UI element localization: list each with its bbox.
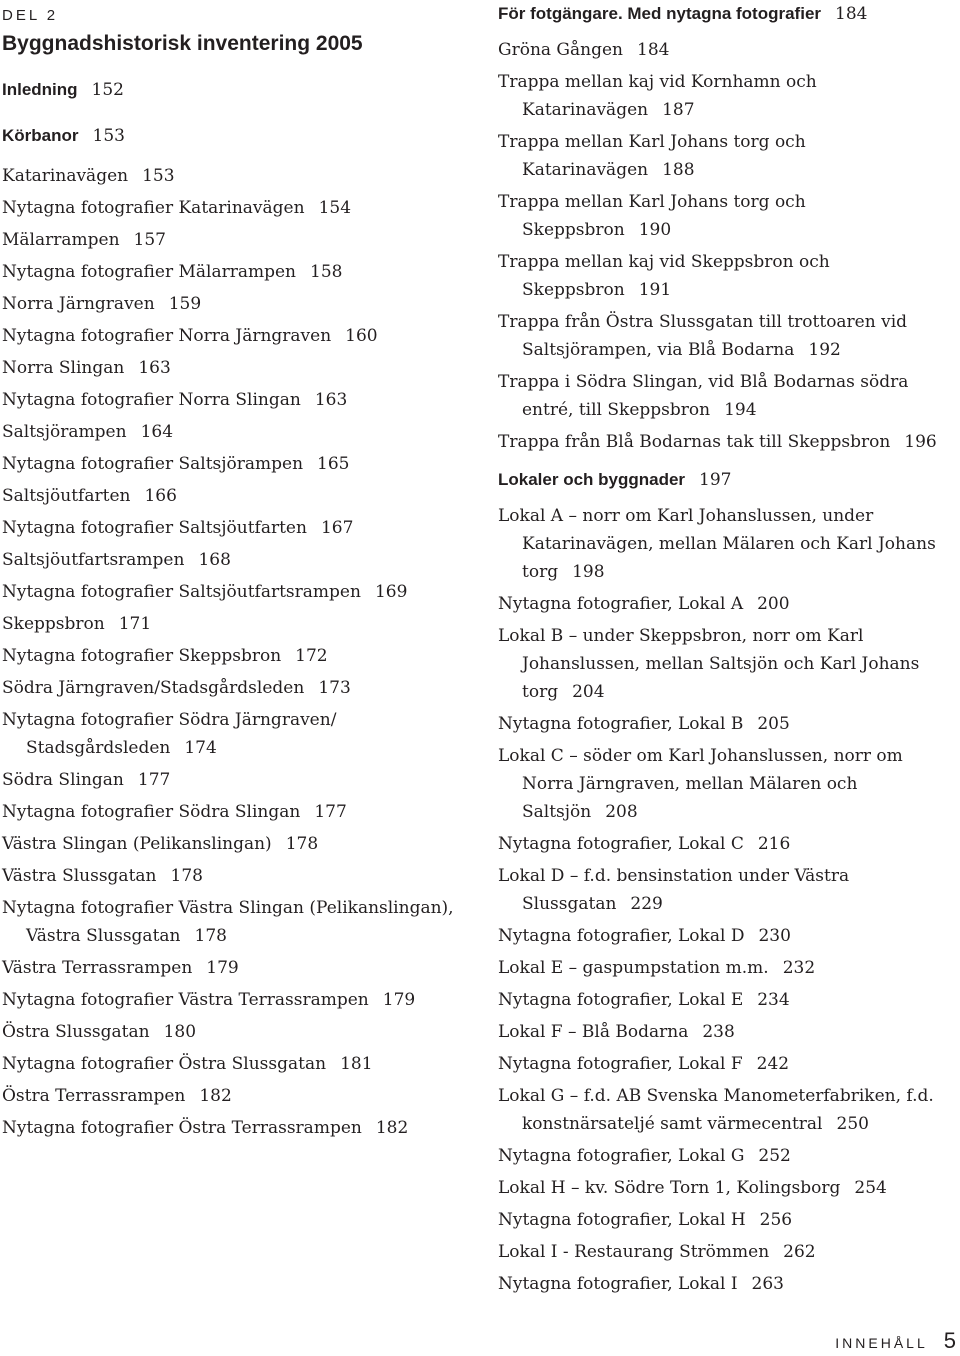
toc-entry-title: Trappa från Östra Slussgatan till trottoaren vid Saltsjörampen, via Blå Bodarna bbox=[498, 312, 908, 360]
toc-entry-title: Lokal G – f.d. AB Svenska Manometerfabriken, f.d. konstnärsateljé samt värmecentral bbox=[498, 1086, 934, 1134]
toc-entry bbox=[2, 290, 472, 318]
toc-entry bbox=[2, 830, 472, 858]
toc-entry-page: 205 bbox=[757, 714, 790, 734]
toc-entry-title: Västra Slingan (Pelikanslingan) bbox=[2, 834, 272, 854]
toc-entry-title: Lokal A – norr om Karl Johanslussen, under Katarinavägen, mellan Mälaren och Karl Johans torg bbox=[498, 506, 936, 582]
toc-entry-title: Gröna Gången bbox=[498, 40, 623, 60]
toc-entry-page: 167 bbox=[320, 518, 354, 538]
toc-entry-page: 178 bbox=[170, 866, 203, 886]
toc-entry-page: 238 bbox=[702, 1022, 735, 1042]
toc-entry bbox=[2, 354, 472, 382]
toc-entry-title: Nytagna fotografier Saltsjöutfarten bbox=[2, 518, 307, 538]
toc-entry-title: Saltsjöutfarten bbox=[2, 486, 131, 506]
toc-entry-title: Trappa mellan Karl Johans torg och Skeppsbron bbox=[498, 192, 806, 240]
section-heading-text: För fotgängare. Med nytagna fotografier bbox=[498, 4, 822, 23]
toc-entry-page: 172 bbox=[295, 646, 328, 666]
toc-entry-title: Skeppsbron bbox=[2, 614, 105, 634]
toc-entry-page: 179 bbox=[206, 958, 239, 978]
toc-entry bbox=[2, 798, 472, 826]
toc-entry bbox=[2, 578, 472, 606]
toc-entry bbox=[498, 1082, 958, 1138]
toc-entry-title: Nytagna fotografier, Lokal F bbox=[498, 1054, 743, 1074]
toc-entry bbox=[498, 1018, 958, 1046]
toc-entry bbox=[498, 368, 958, 424]
toc-entry bbox=[2, 418, 472, 446]
toc-entry-page: 173 bbox=[318, 678, 351, 698]
toc-entry-title: Trappa i Södra Slingan, vid Blå Bodarnas södra entré, till Skeppsbron bbox=[498, 372, 909, 420]
toc-entry-title: Nytagna fotografier Norra Slingan bbox=[2, 390, 301, 410]
toc-entry bbox=[2, 386, 472, 414]
toc-entry-title: Nytagna fotografier Västra Terrassrampen bbox=[2, 990, 369, 1010]
toc-entry-title: Nytagna fotografier, Lokal I bbox=[498, 1274, 738, 1294]
toc-entry-page: 208 bbox=[605, 802, 638, 822]
toc-entry-title: Nytagna fotografier Skeppsbron bbox=[2, 646, 282, 666]
toc-entry-page: 192 bbox=[808, 340, 841, 360]
toc-entry-title: Lokal E – gaspumpstation m.m. bbox=[498, 958, 769, 978]
toc-entry-page: 190 bbox=[638, 220, 672, 240]
toc-entry bbox=[498, 742, 958, 826]
toc-entry-page: 188 bbox=[662, 160, 695, 180]
right-toc bbox=[498, 0, 958, 1298]
toc-entry-page: 163 bbox=[138, 358, 171, 378]
toc-entry-title: Nytagna fotografier Saltsjörampen bbox=[2, 454, 304, 474]
toc-entry bbox=[498, 710, 958, 738]
page-number: 5 bbox=[943, 1328, 956, 1353]
toc-entry-page: 180 bbox=[163, 1022, 197, 1042]
toc-entry-page: 168 bbox=[198, 550, 231, 570]
left-column bbox=[2, 0, 472, 1146]
toc-entry-title: Nytagna fotografier Östra Slussgatan bbox=[2, 1054, 327, 1074]
toc-entry-page: 191 bbox=[638, 280, 672, 300]
toc-entry-page: 174 bbox=[184, 738, 217, 758]
toc-entry-title: Nytagna fotografier Södra Järngraven/ Stadsgårdsleden bbox=[2, 710, 337, 758]
toc-entry-title: Norra Slingan bbox=[2, 358, 125, 378]
toc-entry-page: 216 bbox=[757, 834, 791, 854]
toc-entry bbox=[2, 674, 472, 702]
toc-entry-title: Nytagna fotografier Mälarrampen bbox=[2, 262, 296, 282]
toc-entry-page: 160 bbox=[345, 326, 378, 346]
toc-entry-title: Östra Terrassrampen bbox=[2, 1086, 186, 1106]
toc-entry bbox=[2, 258, 472, 286]
toc-entry-page: 204 bbox=[572, 682, 605, 702]
toc-entry-title: Västra Terrassrampen bbox=[2, 958, 193, 978]
toc-entry-title: Nytagna fotografier, Lokal H bbox=[498, 1210, 746, 1230]
toc-entry-page: 157 bbox=[133, 230, 166, 250]
toc-entry-title: Östra Slussgatan bbox=[2, 1022, 150, 1042]
toc-entry bbox=[2, 450, 472, 478]
toc-section-heading bbox=[498, 0, 958, 28]
toc-entry bbox=[498, 986, 958, 1014]
toc-entry-title: Nytagna fotografier Södra Slingan bbox=[2, 802, 301, 822]
toc-entry-page: 187 bbox=[662, 100, 695, 120]
section-heading-text: Inledning bbox=[2, 80, 78, 99]
toc-entry bbox=[2, 610, 472, 638]
toc-entry bbox=[2, 1050, 472, 1078]
toc-entry-title: Västra Slussgatan bbox=[2, 866, 157, 886]
toc-entry-title: Nytagna fotografier, Lokal B bbox=[498, 714, 744, 734]
toc-entry-title: Trappa mellan kaj vid Kornhamn och Katarinavägen bbox=[498, 72, 817, 120]
toc-entry-title: Trappa mellan kaj vid Skeppsbron och Skeppsbron bbox=[498, 252, 830, 300]
toc-entry-page: 177 bbox=[137, 770, 171, 790]
toc-entry-page: 262 bbox=[783, 1242, 816, 1262]
toc-entry bbox=[2, 1018, 472, 1046]
toc-entry bbox=[2, 766, 472, 794]
section-heading-text: Körbanor bbox=[2, 126, 79, 145]
toc-entry bbox=[498, 188, 958, 244]
toc-entry bbox=[498, 1206, 958, 1234]
toc-entry-page: 182 bbox=[199, 1086, 232, 1106]
toc-entry-title: Saltsjöutfartsrampen bbox=[2, 550, 185, 570]
toc-entry bbox=[2, 706, 472, 762]
toc-entry-page: 164 bbox=[140, 422, 174, 442]
toc-entry-title: Lokal C – söder om Karl Johanslussen, norr om Norra Järngraven, mellan Mälaren och Saltsjön bbox=[498, 746, 903, 822]
section-page-number: 184 bbox=[835, 4, 868, 24]
toc-entry bbox=[2, 986, 472, 1014]
toc-entry-title: Trappa från Blå Bodarnas tak till Skeppsbron bbox=[498, 432, 891, 452]
toc-entry bbox=[498, 954, 958, 982]
toc-entry-title: Lokal F – Blå Bodarna bbox=[498, 1022, 689, 1042]
toc-entry-page: 159 bbox=[168, 294, 202, 314]
toc-entry-title: Nytagna fotografier Västra Slingan (Pelikanslingan), Västra Slussgatan bbox=[2, 898, 454, 946]
section-page-number: 153 bbox=[92, 126, 125, 146]
toc-entry bbox=[498, 248, 958, 304]
toc-entry-page: 252 bbox=[758, 1146, 791, 1166]
toc-entry-title: Norra Järngraven bbox=[2, 294, 155, 314]
toc-entry-page: 182 bbox=[375, 1118, 409, 1138]
toc-entry-page: 163 bbox=[314, 390, 348, 410]
toc-entry-title: Lokal D – f.d. bensinstation under Västra Slussgatan bbox=[498, 866, 850, 914]
toc-entry bbox=[498, 1050, 958, 1078]
toc-entry bbox=[498, 830, 958, 858]
toc-entry bbox=[498, 502, 958, 586]
section-page-number: 152 bbox=[91, 80, 124, 100]
toc-entry bbox=[498, 1142, 958, 1170]
toc-entry bbox=[2, 546, 472, 574]
toc-entry-page: 158 bbox=[310, 262, 343, 282]
toc-entry-page: 194 bbox=[724, 400, 757, 420]
toc-entry bbox=[498, 128, 958, 184]
toc-entry-page: 198 bbox=[572, 562, 605, 582]
toc-entry-page: 171 bbox=[118, 614, 152, 634]
toc-section-heading bbox=[2, 122, 472, 150]
toc-entry-title: Mälarrampen bbox=[2, 230, 120, 250]
toc-entry-title: Katarinavägen bbox=[2, 166, 129, 186]
toc-entry-title: Lokal I - Restaurang Strömmen bbox=[498, 1242, 770, 1262]
toc-entry-page: 229 bbox=[630, 894, 663, 914]
toc-entry-page: 178 bbox=[285, 834, 319, 854]
section-heading-text: Lokaler och byggnader bbox=[498, 470, 686, 489]
toc-entry-title: Nytagna fotografier Saltsjöutfartsrampen bbox=[2, 582, 361, 602]
toc-entry bbox=[498, 922, 958, 950]
toc-entry bbox=[2, 894, 472, 950]
toc-entry bbox=[498, 622, 958, 706]
toc-entry bbox=[2, 194, 472, 222]
toc-entry bbox=[2, 226, 472, 254]
toc-entry-title: Saltsjörampen bbox=[2, 422, 127, 442]
toc-entry-title: Nytagna fotografier, Lokal A bbox=[498, 594, 744, 614]
section-page-number: 197 bbox=[699, 470, 732, 490]
toc-entry-title: Nytagna fotografier Norra Järngraven bbox=[2, 326, 332, 346]
toc-entry-page: 178 bbox=[194, 926, 227, 946]
toc-entry-title: Södra Slingan bbox=[2, 770, 124, 790]
toc-section-heading bbox=[2, 76, 472, 104]
toc-entry-title: Nytagna fotografier, Lokal D bbox=[498, 926, 745, 946]
toc-entry-page: 166 bbox=[144, 486, 177, 506]
toc-entry bbox=[498, 308, 958, 364]
toc-entry-title: Nytagna fotografier Östra Terrassrampen bbox=[2, 1118, 362, 1138]
toc-entry-page: 200 bbox=[757, 594, 790, 614]
toc-entry-title: Nytagna fotografier, Lokal G bbox=[498, 1146, 745, 1166]
toc-entry bbox=[2, 1082, 472, 1110]
toc-entry-title: Nytagna fotografier Katarinavägen bbox=[2, 198, 305, 218]
toc-entry-page: 179 bbox=[382, 990, 416, 1010]
toc-section-heading bbox=[498, 466, 958, 494]
toc-entry bbox=[498, 590, 958, 618]
toc-entry-page: 234 bbox=[757, 990, 790, 1010]
toc-entry bbox=[498, 428, 958, 456]
right-column bbox=[498, 0, 958, 1302]
toc-entry-title: Lokal H – kv. Södre Torn 1, Kolingsborg bbox=[498, 1178, 841, 1198]
toc-entry bbox=[2, 322, 472, 350]
toc-entry-page: 263 bbox=[751, 1274, 784, 1294]
part-label: DEL 2 bbox=[2, 7, 59, 24]
toc-entry-page: 165 bbox=[317, 454, 350, 474]
toc-entry bbox=[498, 1238, 958, 1266]
toc-entry bbox=[498, 862, 958, 918]
toc-entry bbox=[498, 1270, 958, 1298]
toc-entry-page: 184 bbox=[637, 40, 670, 60]
toc-entry bbox=[2, 1114, 472, 1142]
toc-entry-page: 250 bbox=[836, 1114, 869, 1134]
toc-entry bbox=[2, 954, 472, 982]
toc-entry bbox=[2, 482, 472, 510]
left-toc bbox=[2, 58, 472, 1142]
toc-entry-page: 196 bbox=[904, 432, 937, 452]
toc-entry-page: 181 bbox=[340, 1054, 373, 1074]
toc-entry-page: 254 bbox=[854, 1178, 887, 1198]
toc-entry bbox=[2, 514, 472, 542]
footer-label: INNEHÅLL bbox=[835, 1335, 928, 1351]
toc-entry-title: Lokal B – under Skeppsbron, norr om Karl Johanslussen, mellan Saltsjön och Karl Johans torg bbox=[498, 626, 920, 702]
toc-entry bbox=[2, 862, 472, 890]
toc-entry-page: 177 bbox=[314, 802, 347, 822]
toc-entry-title: Nytagna fotografier, Lokal E bbox=[498, 990, 744, 1010]
toc-entry-page: 153 bbox=[142, 166, 175, 186]
toc-entry-page: 230 bbox=[758, 926, 791, 946]
toc-entry-title: Nytagna fotografier, Lokal C bbox=[498, 834, 744, 854]
toc-entry bbox=[498, 36, 958, 64]
toc-entry-page: 232 bbox=[782, 958, 816, 978]
toc-entry-title: Södra Järngraven/Stadsgårdsleden bbox=[2, 678, 305, 698]
toc-entry bbox=[498, 68, 958, 124]
toc-entry-page: 169 bbox=[374, 582, 408, 602]
page-title: Byggnadshistorisk inventering 2005 bbox=[2, 32, 363, 55]
toc-entry bbox=[2, 642, 472, 670]
toc-entry bbox=[498, 1174, 958, 1202]
toc-entry-page: 256 bbox=[759, 1210, 793, 1230]
toc-entry bbox=[2, 162, 472, 190]
toc-entry-page: 154 bbox=[318, 198, 352, 218]
toc-entry-page: 242 bbox=[756, 1054, 790, 1074]
toc-entry-title: Trappa mellan Karl Johans torg och Katarinavägen bbox=[498, 132, 806, 180]
page-footer bbox=[835, 1328, 956, 1354]
